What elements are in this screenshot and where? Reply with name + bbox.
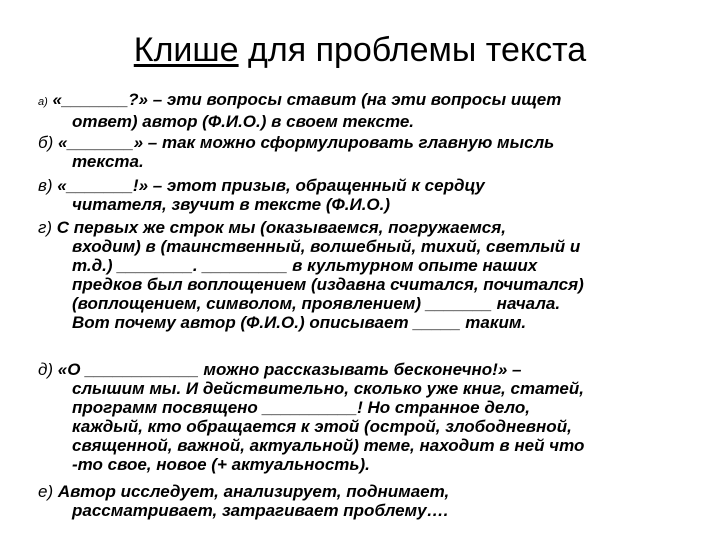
item-line: т.д.) ________. _________ в культурном опыте наших xyxy=(72,256,538,275)
cliche-item-b xyxy=(38,133,698,171)
item-label: г) xyxy=(38,218,53,237)
item-label: д) xyxy=(38,360,54,379)
item-line: читателя, звучит в тексте (Ф.И.О.) xyxy=(72,195,391,214)
item-line: входим) в (таинственный, волшебный, тихий, светлый и xyxy=(72,237,581,256)
cliche-item-a xyxy=(38,90,698,131)
item-line: текста. xyxy=(72,152,144,171)
item-line: слышим мы. И действительно, сколько уже книг, статей, xyxy=(72,379,584,398)
cliche-item-e xyxy=(38,482,698,520)
item-line: С первых же строк мы (оказываемся, погружаемся, xyxy=(56,218,506,237)
item-label: а) xyxy=(38,96,48,108)
item-line: Автор исследует, анализирует, поднимает, xyxy=(57,482,450,501)
item-line: предков был воплощением (издавна считался, почитался) xyxy=(72,275,584,294)
item-line: «_______!» – этот призыв, обращенный к сердцу xyxy=(57,176,485,195)
slide-title xyxy=(0,30,720,70)
item-line: «_______» – так можно сформулировать главную мысль xyxy=(57,133,555,152)
item-line: каждый, кто обращается к этой (острой, злободневной, xyxy=(72,417,572,436)
item-line: «_______?» – эти вопросы ставит (на эти вопросы ищет xyxy=(52,90,562,109)
cliche-item-g xyxy=(38,218,698,332)
item-line: Вот почему автор (Ф.И.О.) описывает _____ таким. xyxy=(72,313,527,332)
item-line: священной, важной, актуальной) теме, находит в ней что xyxy=(72,436,585,455)
item-line: ответ) автор (Ф.И.О.) в своем тексте. xyxy=(72,112,415,131)
item-line: (воплощением, символом, проявлением) _______ начала. xyxy=(72,294,561,313)
item-line: «О ____________ можно рассказывать бесконечно!» – xyxy=(57,360,522,379)
item-label: б) xyxy=(38,133,54,152)
item-line: программ посвящено __________! Но странное дело, xyxy=(72,398,530,417)
item-label: е) xyxy=(38,482,54,501)
cliche-item-d xyxy=(38,360,698,474)
item-line: рассматривает, затрагивает проблему…. xyxy=(72,501,449,520)
title-underlined-word: Клише xyxy=(133,31,239,69)
title-rest: для проблемы текста xyxy=(238,31,587,69)
item-line: -то свое, новое (+ актуальность). xyxy=(72,455,370,474)
item-label: в) xyxy=(38,176,53,195)
cliche-item-v xyxy=(38,176,698,214)
